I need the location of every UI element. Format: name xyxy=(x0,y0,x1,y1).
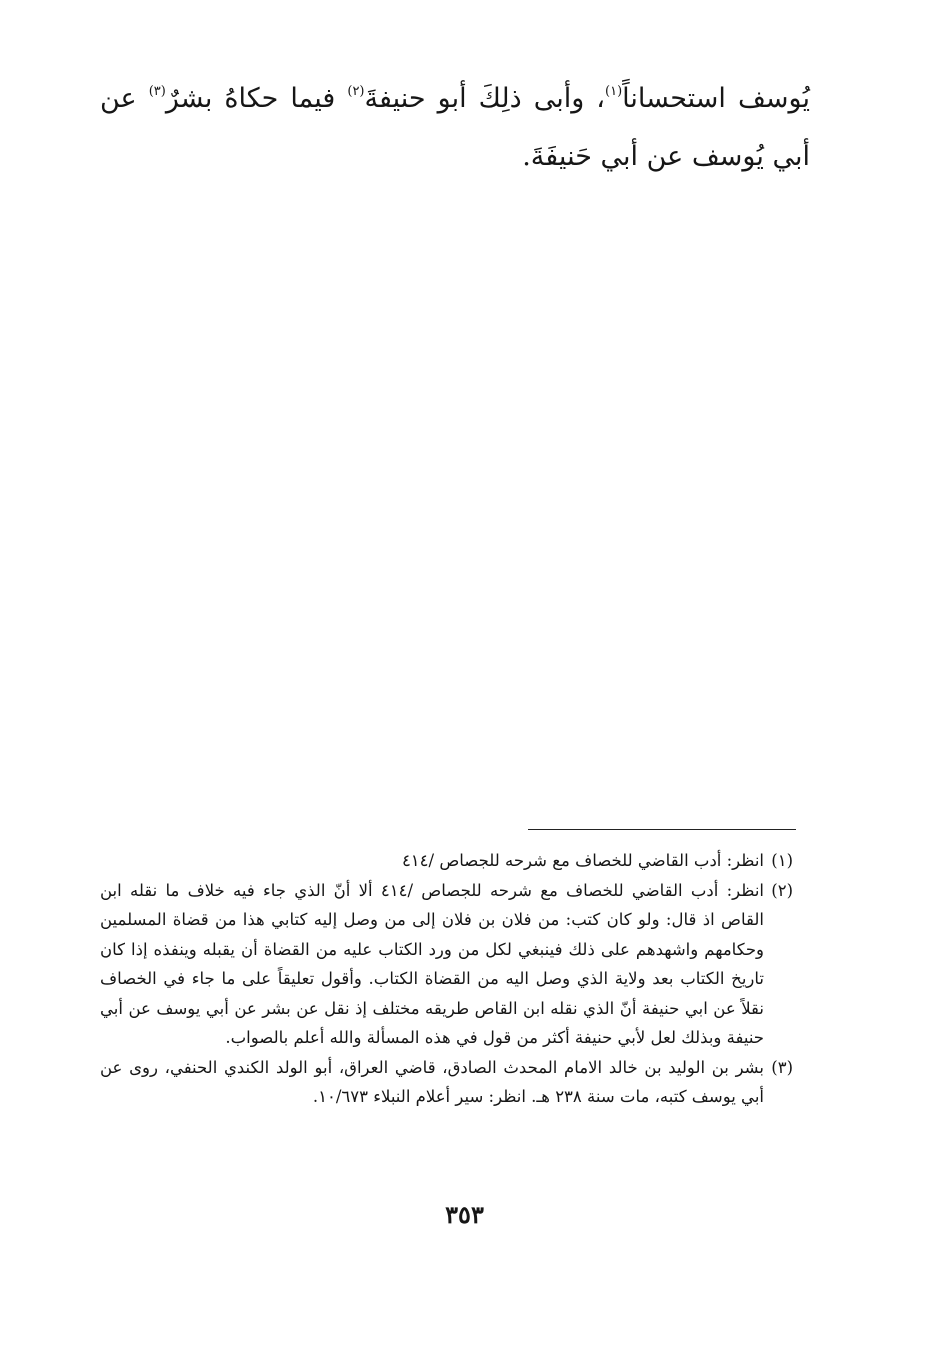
footnote-divider xyxy=(528,829,796,830)
main-paragraph xyxy=(100,70,810,186)
main-text-segment: عن أبي يُوسف عن أبي حَنيفَةَ. xyxy=(100,83,810,172)
footnote-text: بشر بن الوليد بن خالد الامام المحدث الصادق، قاضي العراق، أبو الولد الكندي الحنفي، روى عن أبي يوسف كتبه، مات سنة ٢٣٨ هـ. انظر: سير أعلام النبلاء ١٠/٦٧٣. xyxy=(100,1057,764,1106)
footnote-reference-1[interactable]: (١) xyxy=(605,84,623,99)
footnote-number: (١) xyxy=(771,851,793,870)
footnote-2 xyxy=(100,876,800,1053)
footnotes-section xyxy=(100,846,800,1112)
footnote-number: (٢) xyxy=(771,880,793,900)
footnote-text: انظر: أدب القاضي للخصاف مع شرحه للجصاص /٤١٤ xyxy=(401,851,764,870)
footnote-text: انظر: أدب القاضي للخصاف مع شرحه للجصاص /٤١٤ ألا أنّ الذي جاء فيه خلاف ما نقله ابن القاص اذ قال: ولو كان كتب: من فلان بن فلان إلى من وصل إليه كتابي هذا من قضاة المسلمين وحكامهم واشهدهم على ذلك فينبغي لكل من ورد الكتاب عليه من القضاة أن يقبله وينفذه إذا كان تاريخ الكتاب بعد ولاية الذي وصل اليه من القضاة الكتاب. وأقول تعليقاً على ما جاء في الخصاف نقلاً عن ابي حنيفة أنّ الذي نقله ابن القاص طريقه مختلف إذ نقل عن بشر عن أبي يوسف عن أبي حنيفة وبذلك لعل لأبي حنيفة أكثر من قول في هذه المسألة والله أعلم بالصواب. xyxy=(100,880,764,1047)
footnote-reference-2[interactable]: (٢) xyxy=(347,84,365,99)
footnote-3 xyxy=(100,1053,800,1112)
footnote-number: (٣) xyxy=(771,1057,793,1077)
footnote-1 xyxy=(100,846,800,876)
main-text-segment: يُوسف استحساناً xyxy=(622,83,811,114)
main-text-segment: فيما حكاهُ بشرٌ xyxy=(165,83,348,114)
footnote-reference-3[interactable]: (٣) xyxy=(148,84,166,99)
page-number: ٣٥٣ xyxy=(445,1200,484,1229)
main-text-segment: ، وأبى ذلِكَ أبو حنيفةَ xyxy=(364,83,606,114)
